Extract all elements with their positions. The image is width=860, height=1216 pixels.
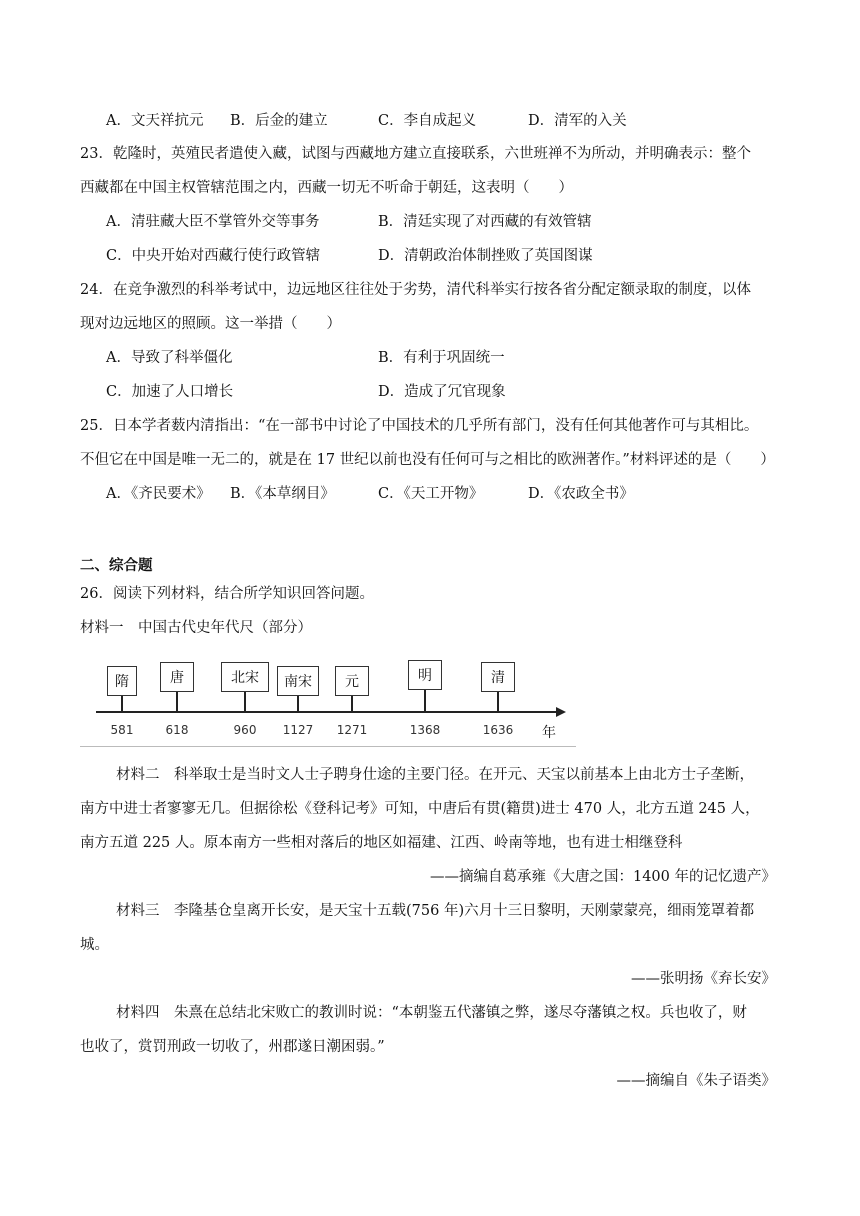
material2-line2: 南方中进士者寥寥无几。但据徐松《登科记考》可知，中唐后有贯(籍贯)进士 470 人，北方五道 245 人， xyxy=(80,801,760,817)
timeline-year-label: 1127 xyxy=(282,723,314,737)
timeline-year-label: 1636 xyxy=(482,723,514,737)
timeline-unit: 年 xyxy=(542,725,556,741)
timeline-arrow-icon xyxy=(556,707,566,717)
q22-option-a: A．文天祥抗元 xyxy=(106,113,204,129)
q22-option-d: D．清军的入关 xyxy=(528,113,627,129)
q23-stem-line2: 西藏都在中国主权管辖范围之内，西藏一切无不听命于朝廷，这表明（ ） xyxy=(80,180,573,196)
q25-option-d: D．《农政全书》 xyxy=(528,486,634,502)
q24-stem-line1: 24．在竞争激烈的科举考试中，边远地区往往处于劣势，清代科举实行按各省分配定额录取的制度，以体 xyxy=(80,282,751,298)
timeline-underline xyxy=(80,746,576,747)
timeline-year-label: 618 xyxy=(165,723,189,737)
timeline-tick xyxy=(497,692,499,712)
material2-source: ——摘编自葛承雍《大唐之国：1400 年的记忆遗产》 xyxy=(429,869,776,885)
section-heading: 二、综合题 xyxy=(80,557,153,574)
timeline-tick xyxy=(121,696,123,712)
timeline-tick xyxy=(351,696,353,712)
q23-option-b: B．清廷实现了对西藏的有效管辖 xyxy=(378,214,592,230)
q25-option-b: B．《本草纲目》 xyxy=(230,486,335,502)
material4-line2: 也收了，赏罚刑政一切收了，州郡遂日潮困弱。” xyxy=(80,1039,385,1055)
material4-line1: 材料四 朱熹在总结北宋败亡的教训时说：“本朝鉴五代藩镇之弊，遂尽夺藩镇之权。兵也收了，财 xyxy=(116,1005,747,1021)
q23-option-a: A．清驻藏大臣不掌管外交等事务 xyxy=(106,214,320,230)
q25-option-a: A．《齐民要术》 xyxy=(106,486,211,502)
material4-source: ——摘编自《朱子语类》 xyxy=(616,1073,776,1089)
timeline-figure xyxy=(80,650,580,750)
timeline-dynasty-box: 隋 xyxy=(107,666,137,696)
timeline-dynasty-box: 元 xyxy=(335,666,369,696)
q23-option-d: D．清朝政治体制挫败了英国图谋 xyxy=(378,248,593,264)
q25-stem-line2: 不但它在中国是唯一无二的，就是在 17 世纪以前也没有任何可与之相比的欧洲著作。”材料评述的是（ ） xyxy=(80,452,775,468)
timeline-year-label: 1368 xyxy=(409,723,441,737)
timeline-year-label: 1271 xyxy=(336,723,368,737)
timeline-dynasty-box: 唐 xyxy=(160,662,194,692)
q22-option-b: B．后金的建立 xyxy=(230,113,328,129)
timeline-dynasty-box: 清 xyxy=(481,662,515,692)
timeline-dynasty-box: 北宋 xyxy=(221,662,269,692)
timeline-tick xyxy=(244,692,246,712)
q23-option-c: C．中央开始对西藏行使行政管辖 xyxy=(106,248,321,264)
q24-option-c: C．加速了人口增长 xyxy=(106,384,234,400)
q24-stem-line2: 现对边远地区的照顾。这一举措（ ） xyxy=(80,316,341,332)
material2-line1: 材料二 科举取士是当时文人士子聘身仕途的主要门径。在开元、天宝以前基本上由北方士子垄断， xyxy=(116,767,754,783)
material1-title: 材料一 中国古代史年代尺（部分） xyxy=(80,620,312,636)
timeline-dynasty-box: 明 xyxy=(408,660,442,690)
q26-intro: 26．阅读下列材料，结合所学知识回答问题。 xyxy=(80,586,374,602)
timeline-tick xyxy=(424,690,426,712)
q25-stem-line1: 25．日本学者薮内清指出：“在一部书中讨论了中国技术的几乎所有部门，没有任何其他著作可与其相比。 xyxy=(80,418,759,434)
q25-option-c: C．《天工开物》 xyxy=(378,486,484,502)
timeline-year-label: 581 xyxy=(110,723,134,737)
material3-line2: 城。 xyxy=(80,937,109,953)
timeline-year-label: 960 xyxy=(233,723,257,737)
q23-stem-line1: 23．乾隆时，英殖民者遣使入藏，试图与西藏地方建立直接联系，六世班禅不为所动，并明确表示：整个 xyxy=(80,146,751,162)
q24-option-b: B．有利于巩固统一 xyxy=(378,350,505,366)
q22-option-c: C．李自成起义 xyxy=(378,113,477,129)
material3-source: ——张明扬《弃长安》 xyxy=(631,971,776,987)
timeline-axis xyxy=(96,711,558,713)
timeline-tick xyxy=(176,692,178,712)
q24-option-a: A．导致了科举僵化 xyxy=(106,350,233,366)
material3-line1: 材料三 李隆基仓皇离开长安，是天宝十五载(756 年)六月十三日黎明，天刚蒙蒙亮，细雨笼罩着都 xyxy=(116,903,755,919)
timeline-tick xyxy=(297,696,299,712)
q24-option-d: D．造成了冗官现象 xyxy=(378,384,506,400)
timeline-dynasty-box: 南宋 xyxy=(277,666,319,696)
material2-line3: 南方五道 225 人。原本南方一些相对落后的地区如福建、江西、岭南等地，也有进士相继登科 xyxy=(80,835,683,851)
